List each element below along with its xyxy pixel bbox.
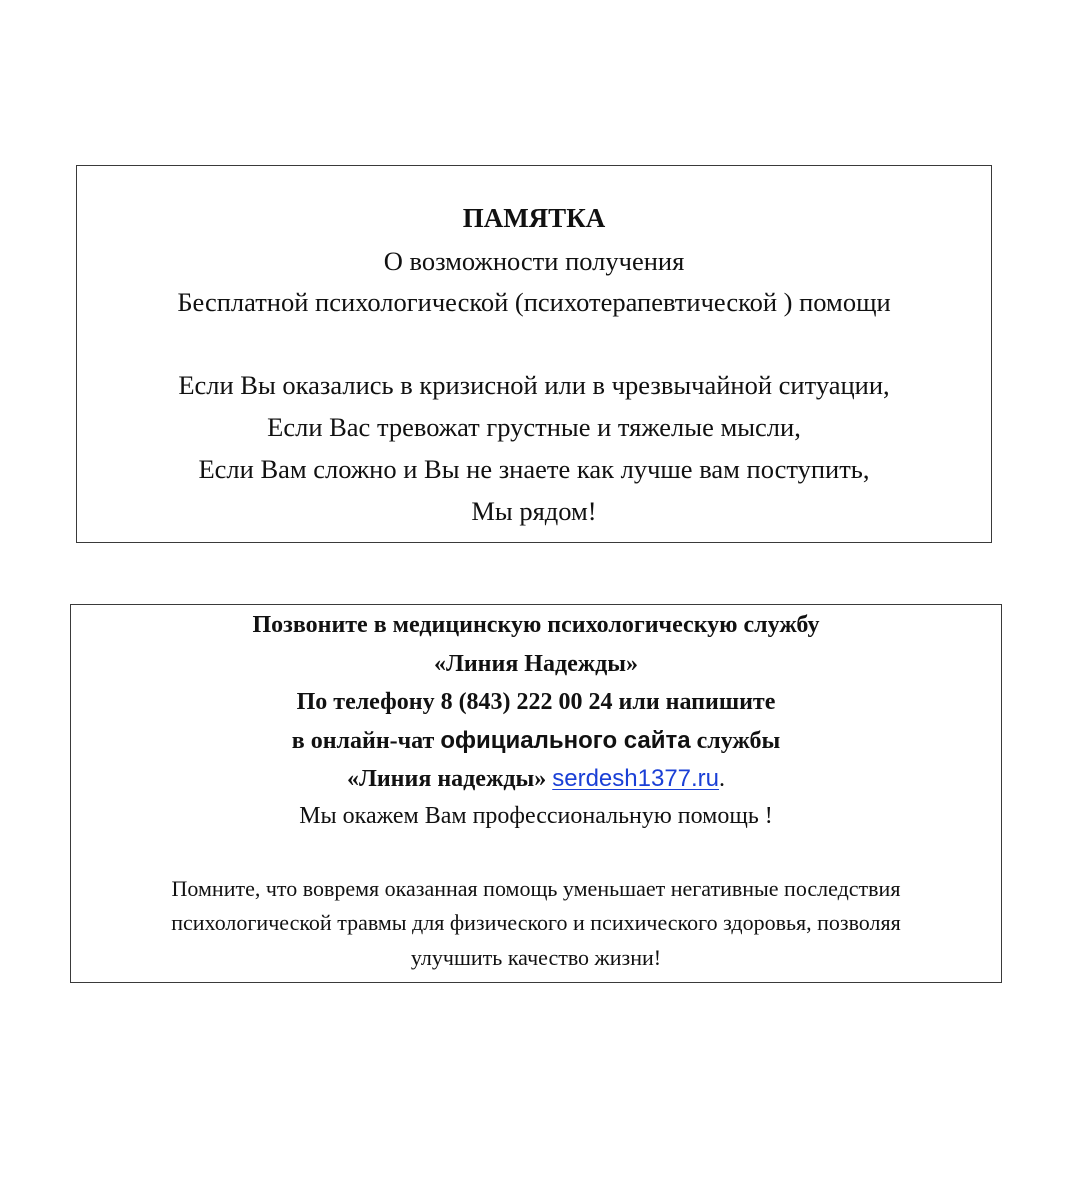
chat-suffix: службы <box>690 728 781 754</box>
memo-subtitle-2: Бесплатной психологической (психотерапевтической ) помощи <box>177 287 891 317</box>
phone-suffix: или напишите <box>612 689 776 715</box>
memo-line-2: Если Вас тревожат грустные и тяжелые мысли, <box>267 412 801 442</box>
note-line-3: улучшить качество жизни! <box>410 945 662 970</box>
contact-box <box>70 604 1002 983</box>
memo-line-4: Мы рядом! <box>471 496 597 526</box>
memo-line-3: Если Вам сложно и Вы не знаете как лучше вам поступить, <box>198 454 870 484</box>
website-suffix: . <box>719 766 726 792</box>
note-line-2: психологической травмы для физического и психического здоровья, позволяя <box>171 910 901 935</box>
help-line: Мы окажем Вам профессиональную помощь ! <box>299 803 773 829</box>
memo-box <box>76 165 992 543</box>
call-line: Позвоните в медицинскую психологическую службу <box>252 612 820 638</box>
website-link[interactable]: serdesh1377.ru <box>552 765 720 792</box>
memo-title: ПАМЯТКА <box>462 203 606 233</box>
service-name-2: «Линия надежды» <box>346 766 553 792</box>
chat-prefix: в онлайн-чат <box>291 728 441 754</box>
memo-line-1: Если Вы оказались в кризисной или в чрезвычайной ситуации, <box>178 370 890 400</box>
phone-line <box>71 689 1001 716</box>
phone-number[interactable]: 8 (843) 222 00 24 <box>440 689 613 715</box>
note-line-1: Помните, что вовремя оказанная помощь уменьшает негативные последствия <box>171 876 901 901</box>
chat-site-text: официального сайта <box>440 727 691 754</box>
service-name: «Линия Надежды» <box>433 651 639 677</box>
memo-subtitle-1: О возможности получения <box>383 246 685 276</box>
chat-line <box>71 727 1001 755</box>
website-line <box>71 765 1001 793</box>
phone-prefix: По телефону <box>296 689 441 715</box>
